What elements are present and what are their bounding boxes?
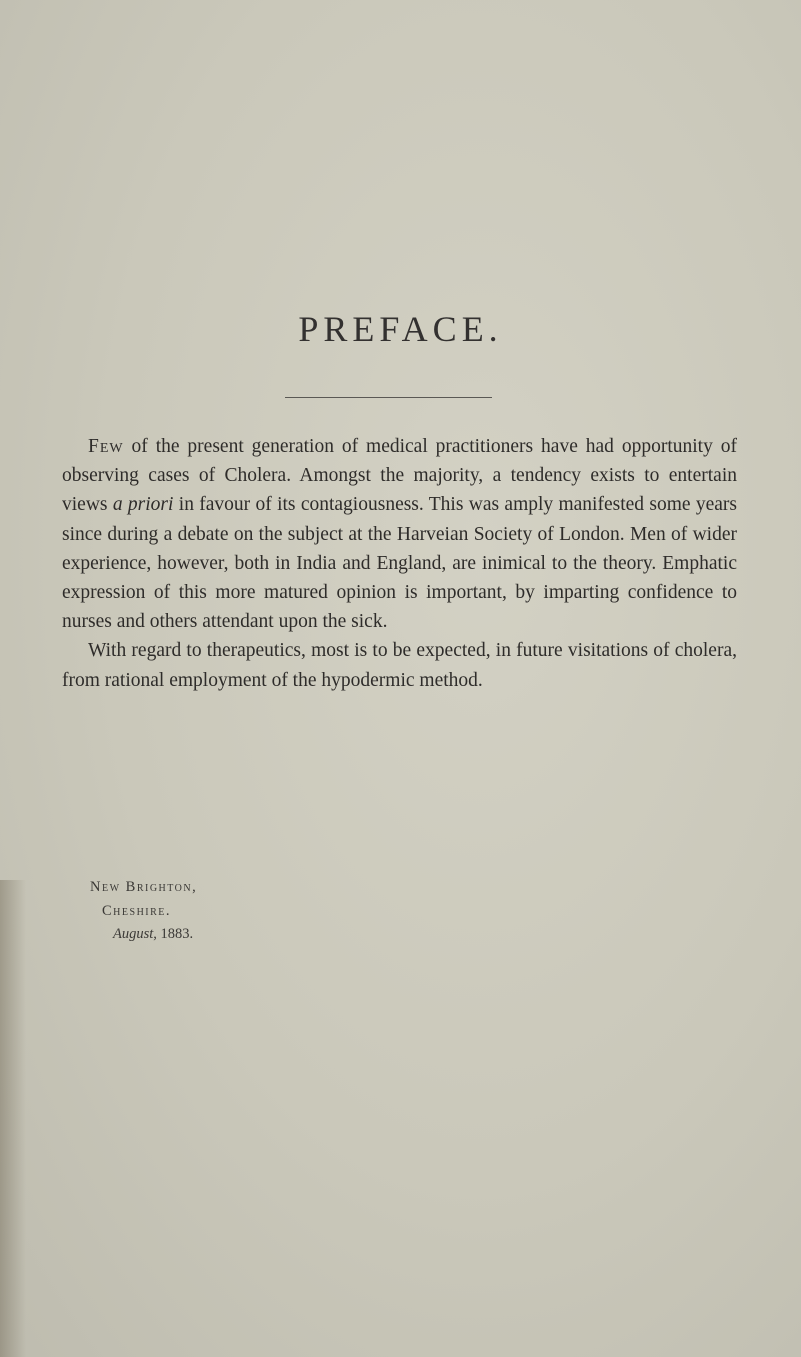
paragraph-1-lead: Few — [88, 436, 124, 457]
paragraph-1 — [62, 432, 737, 636]
signoff — [90, 876, 197, 947]
signoff-year: , 1883. — [153, 926, 194, 942]
paragraph-2: With regard to therapeutics, most is to be expected, in future visitations of cholera, from rational employment of the hypodermic method. — [62, 640, 737, 691]
signoff-place: New Brighton, — [90, 879, 198, 895]
signoff-date — [90, 923, 197, 947]
paragraph-1-italic: a priori — [112, 494, 174, 516]
signoff-month: August — [113, 926, 154, 942]
preface-body — [62, 432, 737, 695]
title-rule — [285, 397, 492, 398]
page-title: PREFACE. — [298, 309, 503, 349]
signoff-county: Cheshire. — [102, 902, 172, 919]
page-edge-shadow — [0, 880, 26, 1357]
paragraph-1-text-a: of the present generation of medical practitioners have had opportunity of observing cases of Cholera. Amongst the majority, a tendency exists to entertain views — [62, 436, 737, 516]
paragraph-1-text-b: in favour of its contagiousness. This was amply manifested some years since during a debate on the subject at the Harveian Society of London. Men of wider experience, however, both in India and England, are inimical to the theory. Emphatic expression of this more matured opinion is important, by imparting confidence to nurses and others attendant upon the sick. — [62, 494, 738, 633]
